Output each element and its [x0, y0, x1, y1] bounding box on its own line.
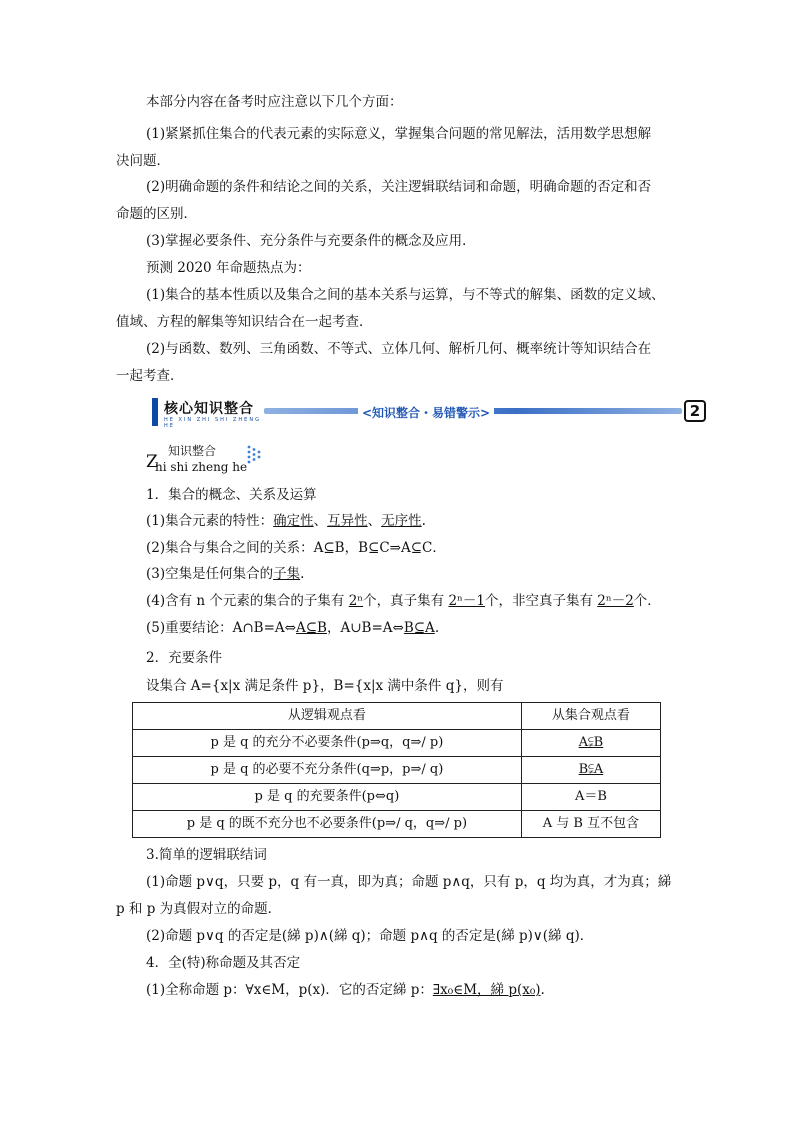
intro-line-7: 预测 2020 年命题热点为： [146, 260, 311, 276]
answer-proper-subset-count: 2ⁿ－1 [448, 593, 485, 609]
table-row [133, 784, 661, 811]
answer-intersection: A⊆B [295, 620, 327, 636]
intro-line-9: 值域、方程的解集等知识结合在一起考查． [116, 314, 373, 330]
s4-item-1 [146, 980, 545, 1000]
period: . [300, 566, 305, 582]
table-header: 从逻辑观点看 [133, 703, 522, 730]
zhishi-initial: Z [146, 452, 158, 472]
section-banner [152, 396, 708, 430]
banner-title-box [152, 398, 264, 429]
sep: 、 [313, 513, 328, 529]
table-cell: p 是 q 的既不充分也不必要条件(p⇒/ q，q⇒/ p) [133, 811, 522, 838]
s1-item-1 [146, 511, 426, 531]
answer-cell: B⫋A [578, 762, 604, 777]
s2-heading: 2．充要条件 [146, 650, 223, 666]
zhishi-pinyin: hi shi zheng he [155, 460, 248, 474]
table-row [133, 811, 661, 838]
s1-item-5 [146, 618, 439, 638]
table-cell [521, 730, 660, 757]
period: . [540, 982, 545, 998]
comparison-table [132, 702, 661, 838]
intro-line-10: (2)与函数、数列、三角函数、不等式、立体几何、解析几何、概率统计等知识结合在 [146, 341, 652, 357]
table-header-row [133, 703, 661, 730]
s1-item-4-lead: (4)含有 n 个元素的集合的子集有 [146, 593, 349, 609]
s2-intro: 设集合 A={x|x 满足条件 p}，B={x|x 满中条件 q}，则有 [146, 678, 504, 694]
s1-item-4-tail: 个． [633, 593, 661, 609]
banner-number-badge: 2 [684, 400, 706, 422]
table-header: 从集合观点看 [521, 703, 660, 730]
answer-distinctness: 互异性 [327, 513, 368, 529]
intro-line-8: (1)集合的基本性质以及集合之间的基本关系与运算，与不等式的解集、函数的定义域、 [146, 287, 665, 303]
s1-item-4 [146, 591, 661, 611]
s3-item-1: (1)命题 p∨q，只要 p，q 有一真，即为真；命题 p∧q，只有 p，q 均为真，才为真；綈 [146, 874, 672, 890]
intro-line-4: (2)明确命题的条件和结论之间的关系，关注逻辑联结词和命题，明确命题的否定和否 [146, 179, 652, 195]
period: . [434, 620, 440, 636]
table-row [133, 730, 661, 757]
s1-item-5-mid: ，A∪B=A⇔ [326, 620, 404, 636]
s1-item-1-lead: (1)集合元素的特性： [146, 513, 274, 529]
period: . [421, 513, 426, 529]
intro-line-1: 本部分内容在备考时应注意以下几个方面： [146, 94, 403, 110]
zhishi-title: 知识整合 [168, 444, 217, 458]
s3-heading: 3.简单的逻辑联结词 [146, 847, 267, 863]
banner-pinyin: HE XIN ZHI SHI ZHENG HE [164, 417, 261, 429]
answer-subset: 子集 [273, 566, 301, 582]
intro-line-2: (1)紧紧抓住集合的代表元素的实际意义，掌握集合问题的常见解法，活用数学思想解 [146, 126, 652, 142]
answer-nonempty-proper-subset-count: 2ⁿ－2 [597, 593, 634, 609]
s1-heading: 1．集合的概念、关系及运算 [146, 487, 317, 503]
table-row [133, 757, 661, 784]
answer-determinacy: 确定性 [273, 513, 314, 529]
answer-cell: A⫋B [578, 735, 604, 750]
table-cell: p 是 q 的必要不充分条件(q⇒p，p⇒/ q) [133, 757, 522, 784]
s4-heading: 4．全(特)称命题及其否定 [146, 955, 301, 971]
s1-item-5-lead: (5)重要结论：A∩B=A⇔ [146, 620, 296, 636]
s3-item-1-cont: p 和 p 为真假对立的命题． [116, 901, 282, 917]
banner-title: 核心知识整合 [164, 401, 254, 417]
s1-item-2: (2)集合与集合之间的关系：A⊆B，B⊆C⇒A⊆C． [146, 540, 446, 556]
banner-subtitle: <知识整合・易错警示> [358, 404, 494, 421]
s3-item-2: (2)命题 p∨q 的否定是(綈 p)∧(綈 q)；命题 p∧q 的否定是(綈 p)∨(綈 q)． [146, 928, 594, 944]
table-cell: p 是 q 的充要条件(p⇔q) [133, 784, 522, 811]
s1-item-4-mid2: 个，非空真子集有 [484, 593, 598, 609]
s1-item-3-lead: (3)空集是任何集合的 [146, 566, 274, 582]
intro-line-5: 命题的区别． [116, 206, 197, 222]
table-cell: A＝B [521, 784, 660, 811]
s1-item-3 [146, 564, 304, 584]
intro-line-3: 决问题． [116, 153, 170, 169]
table-cell [521, 757, 660, 784]
sep: 、 [367, 513, 382, 529]
triangle-dots-icon [246, 444, 264, 466]
table-cell: p 是 q 的充分不必要条件(p⇒q，q⇒/ p) [133, 730, 522, 757]
answer-negation: ∃x₀∈M，綈 p(x₀) [432, 982, 541, 998]
table-cell: A 与 B 互不包含 [521, 811, 660, 838]
intro-line-11: 一起考查． [116, 368, 184, 384]
s1-item-4-mid1: 个，真子集有 [363, 593, 449, 609]
answer-union: B⊆A [403, 620, 435, 636]
answer-subset-count: 2ⁿ [348, 593, 364, 609]
intro-line-6: (3)掌握必要条件、充分条件与充要条件的概念及应用． [146, 233, 476, 249]
answer-unordered: 无序性 [381, 513, 422, 529]
s4-item-1-lead: (1)全称命题 p：∀x∈M，p(x)．它的否定綈 p： [146, 982, 433, 998]
